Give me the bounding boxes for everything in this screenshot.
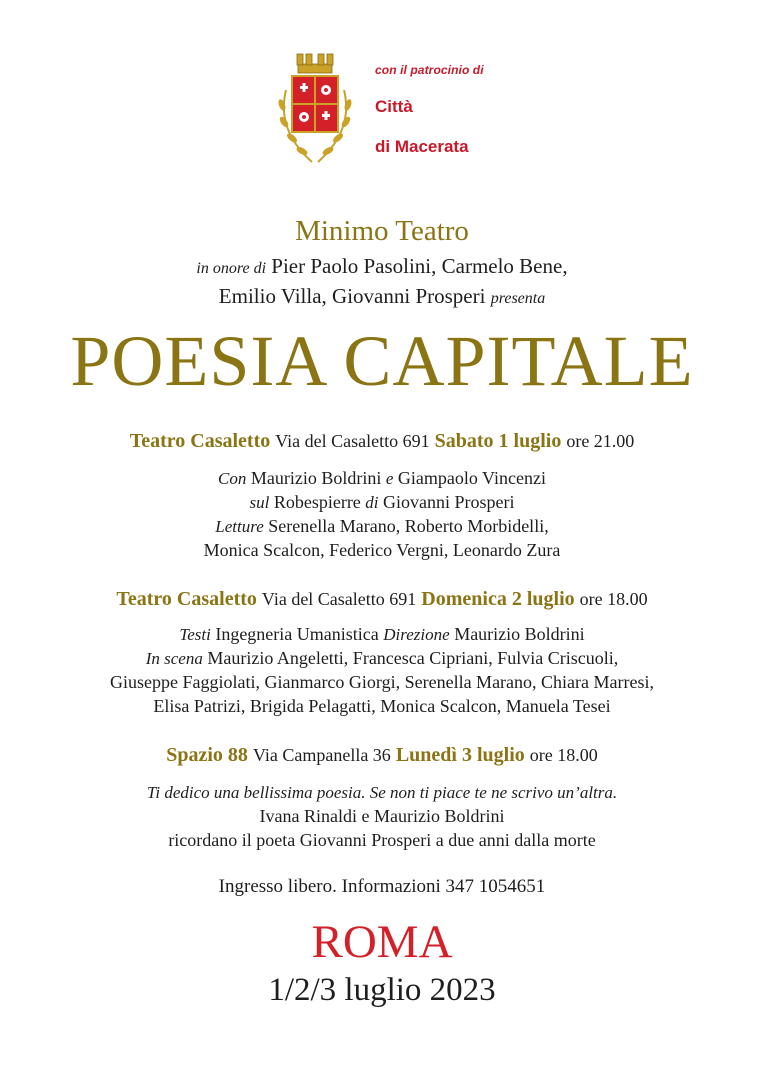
event-1-line-3: Letture Serenella Marano, Roberto Morbidelli, [215,516,549,536]
patronage-block [375,63,484,157]
info-line: Ingresso libero. Informazioni 347 1054651 [218,876,546,897]
event-1-line-2: sul Robespierre di Giovanni Prosperi [249,492,515,512]
event-dates: 1/2/3 luglio 2023 [268,972,496,1008]
organizer-name: Minimo Teatro [295,215,469,247]
honor-line-1: in onore di Pier Paolo Pasolini, Carmelo Bene, [196,254,568,278]
event-2-time: ore 18.00 [579,589,648,609]
coat-of-arms-icon [270,50,360,172]
event-2-line-4: Elisa Patrizi, Brigida Pelagatti, Monica Scalcon, Manuela Tesei [153,696,611,716]
event-3-line-2: Ivana Rinaldi e Maurizio Boldrini [259,806,505,826]
city-name-line2: di Macerata [375,137,469,156]
event-1-address: Via del Casaletto 691 [275,431,430,451]
event-2-line-1: Testi Ingegneria Umanistica Direzione Maurizio Boldrini [179,624,585,644]
patronage-label: con il patrocinio di [375,63,484,77]
event-title: POESIA CAPITALE [70,321,694,401]
event-2-line-2: In scena Maurizio Angeletti, Francesca Cipriani, Fulvia Criscuoli, [145,648,619,668]
event-2-day: Domenica 2 luglio [421,588,575,610]
event-3-venue: Spazio 88 [166,744,248,766]
event-3-line-3: ricordano il poeta Giovanni Prosperi a due anni dalla morte [168,830,596,850]
event-3-day: Lunedì 3 luglio [395,744,525,766]
city-name-line1: Città [375,97,413,116]
event-3-quote: Ti dedico una bellissima poesia. Se non ti piace te ne scrivo un’altra. [146,783,618,802]
event-2-venue: Teatro Casaletto [116,588,257,610]
event-2-address: Via del Casaletto 691 [261,589,417,609]
event-1-venue: Teatro Casaletto [129,430,271,452]
event-1-line-1: Con Maurizio Boldrini e Giampaolo Vincenzi [218,468,546,488]
event-1-heading [0,430,764,453]
event-1-day: Sabato 1 luglio [434,430,562,452]
event-3-time: ore 18.00 [529,745,598,765]
event-2-line-3: Giuseppe Faggiolati, Gianmarco Giorgi, Serenella Marano, Chiara Marresi, [109,672,654,692]
city-name: ROMA [311,916,453,968]
event-2-heading [0,588,764,611]
event-3-address: Via Campanella 36 [252,745,391,765]
honor-line-2: Emilio Villa, Giovanni Prosperi presenta [218,284,546,308]
event-1-time: ore 21.00 [566,431,635,451]
event-3-heading [0,744,764,767]
event-1-line-4: Monica Scalcon, Federico Vergni, Leonardo Zura [203,540,561,560]
